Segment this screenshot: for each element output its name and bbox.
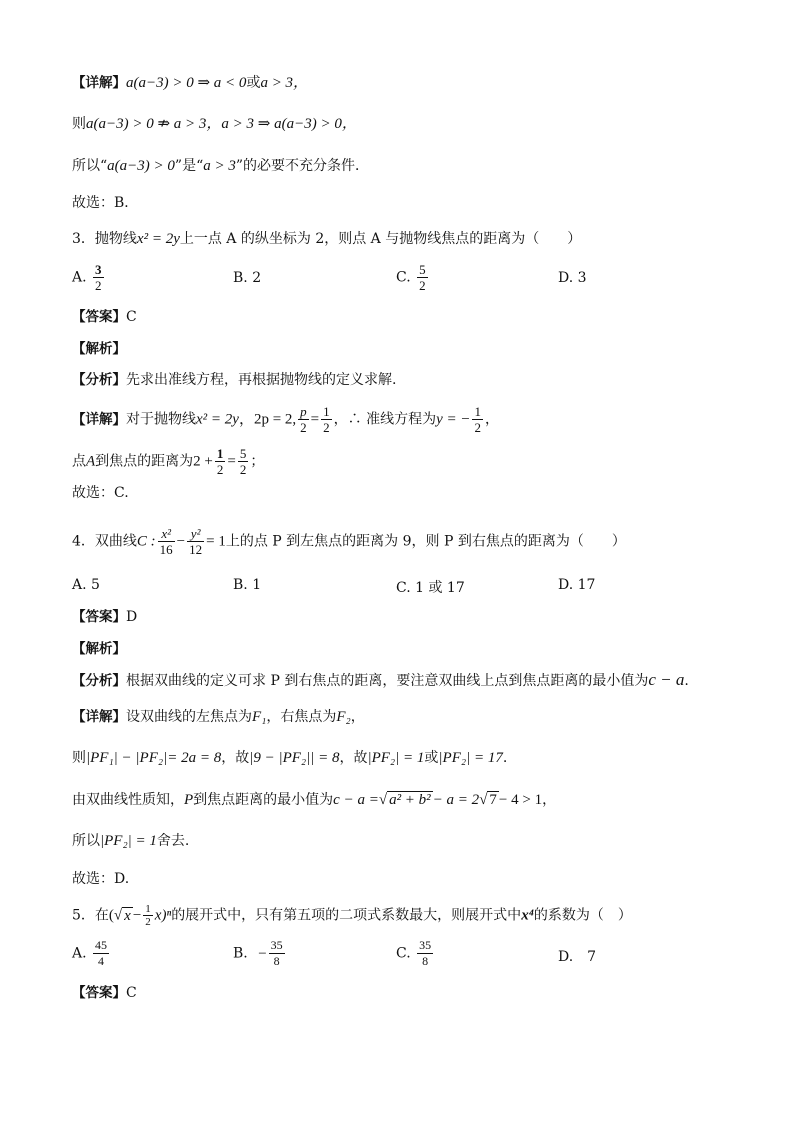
- q3-stem: [72, 228, 581, 250]
- q5-answer: [72, 982, 137, 1004]
- text: ；: [250, 453, 265, 470]
- denominator: 2: [323, 420, 330, 435]
- math-expr: a² + b²: [389, 792, 431, 808]
- q3-analysis: [72, 338, 126, 360]
- math-expr: |PF₂| = 1: [100, 833, 157, 849]
- q4-analysis: [72, 638, 126, 660]
- math-expr: c − a: [648, 670, 685, 689]
- numerator: 35: [270, 938, 283, 952]
- math-expr: −: [176, 533, 186, 550]
- math-expr: − a = 2: [432, 792, 480, 808]
- minus-sign: −: [258, 945, 267, 962]
- math-expr: 7: [489, 792, 497, 808]
- text: 到焦点的距离为: [95, 453, 194, 470]
- answer-value: C: [126, 309, 137, 325]
- math-expr: P: [184, 792, 194, 808]
- q4-option-b: B. 1: [233, 577, 262, 593]
- analysis-tag: 【 解析 】: [72, 341, 126, 357]
- text: ”的必要不充分条件．: [235, 158, 370, 174]
- answer-tag: 【 答案 】: [72, 985, 126, 1001]
- q4-choose: 故选：D.: [72, 871, 130, 887]
- option-label: C.: [396, 945, 411, 962]
- text: 所以“: [72, 158, 108, 174]
- prev-line-3: [72, 155, 369, 177]
- text: 对于抛物线: [126, 411, 196, 428]
- denominator: 12: [189, 542, 203, 557]
- q3-detail-2: [72, 446, 264, 477]
- denominator: 8: [273, 954, 280, 968]
- math-expr: F₂: [336, 709, 351, 725]
- q3-analyze: [72, 369, 396, 391]
- fraction: [215, 446, 226, 477]
- math-expr: =: [227, 453, 236, 470]
- fraction: [93, 938, 109, 969]
- option-label: A.: [72, 269, 87, 286]
- numerator: 1: [323, 404, 330, 419]
- denominator: 2: [300, 420, 307, 435]
- denominator: 8: [422, 954, 429, 968]
- detail-tag: 【 详解 】: [72, 412, 126, 428]
- math-expr: a(a−3) > 0: [107, 158, 175, 174]
- q4-detail-4: [72, 830, 189, 852]
- prev-line-2: [72, 113, 357, 135]
- option-label: B.: [233, 945, 248, 962]
- math-expr: y = −: [436, 411, 471, 428]
- text: 到焦点距离的最小值为: [193, 792, 334, 808]
- text: ，: [350, 709, 365, 725]
- text: ，故: [339, 750, 368, 766]
- answer-tag: 【 答案 】: [72, 309, 126, 325]
- math-expr: x² = 2y: [136, 231, 180, 247]
- q3-choose: 故选：C.: [72, 485, 129, 501]
- text: ，故: [221, 750, 250, 766]
- q3-answer: [72, 306, 137, 328]
- fraction: [158, 526, 175, 557]
- numerator: x²: [158, 526, 175, 542]
- math-expr: a > 3: [203, 158, 236, 174]
- numerator: 35: [419, 938, 432, 952]
- fraction: [238, 446, 249, 477]
- text: 由双曲线性质知，: [72, 792, 184, 808]
- text: ，: [484, 411, 499, 428]
- fraction: [472, 404, 483, 435]
- math-expr: ，2p = 2,: [238, 411, 297, 428]
- q5-option-b: [233, 938, 287, 969]
- math-expr: (: [108, 907, 114, 924]
- text: 则: [72, 750, 86, 766]
- math-expr: |PF₂| = 17: [438, 750, 503, 766]
- math-expr: x: [124, 907, 131, 924]
- q4-detail-2: [72, 747, 507, 769]
- fraction: [417, 262, 428, 293]
- sqrt-symbol: √: [378, 792, 388, 808]
- fraction: [298, 404, 309, 435]
- math-expr: x)ⁿ: [154, 907, 172, 924]
- denominator: 2: [419, 278, 426, 293]
- text: 4．双曲线: [72, 533, 137, 550]
- numerator: 3: [95, 262, 102, 277]
- text: 的展开式中，只有第五项的二项式系数最大，则展开式中: [171, 907, 522, 924]
- math-expr: −: [132, 907, 142, 924]
- q4-answer: [72, 606, 137, 628]
- numerator: 1: [216, 446, 224, 461]
- text: 点: [72, 453, 86, 470]
- q4-analyze: [72, 669, 689, 692]
- q3-option-b: B. 2: [233, 270, 262, 286]
- text: 或: [246, 75, 261, 91]
- math-expr: = 2a = 8: [167, 750, 222, 766]
- sqrt-symbol: √: [479, 792, 488, 808]
- q4-option-c: C. 1 或 17: [396, 580, 465, 596]
- q4-stem: [72, 526, 626, 557]
- answer-tag: 【 答案 】: [72, 609, 126, 625]
- q4-detail-3: [72, 789, 556, 811]
- denominator: 2: [216, 462, 224, 477]
- numerator: 1: [145, 903, 151, 915]
- math-expr: − 4 > 1: [498, 792, 543, 808]
- q4-option-d: D. 17: [558, 577, 596, 593]
- math-expr: a(a−3) > 0 ⇏ a > 3，a > 3 ⇒ a(a−3) > 0，: [86, 116, 357, 132]
- numerator: p: [300, 404, 307, 419]
- math-expr: |PF₁| − |PF₂|: [86, 750, 168, 766]
- denominator: 16: [159, 542, 173, 557]
- text: ，∴ 准线方程为: [333, 411, 437, 428]
- fraction: [417, 938, 433, 969]
- text: 的系数为（ ）: [533, 907, 632, 924]
- text: 或: [424, 750, 439, 766]
- numerator: 5: [239, 446, 247, 461]
- math-expr: a(a−3) > 0 ⇒ a < 0: [126, 75, 247, 91]
- text: .: [684, 673, 689, 689]
- math-expr: = 1: [206, 533, 226, 550]
- text: 设双曲线的左焦点为: [126, 709, 252, 725]
- text: 先求出准线方程，再根据抛物线的定义求解.: [126, 372, 397, 388]
- text: 所以: [72, 833, 100, 849]
- prev-choose: 故选：B．: [72, 195, 139, 211]
- fraction: [321, 404, 332, 435]
- answer-value: C: [126, 985, 137, 1001]
- denominator: 2: [145, 916, 151, 928]
- q3-detail-1: [72, 404, 499, 435]
- text: ，: [542, 792, 557, 808]
- option-label: A.: [72, 945, 87, 962]
- fraction: [187, 526, 204, 557]
- math-expr: c − a =: [333, 792, 379, 808]
- fraction: [143, 903, 153, 928]
- q4-option-a: A. 5: [72, 577, 100, 593]
- q5-option-d: D. 7: [558, 949, 597, 965]
- text: 舍去.: [156, 833, 190, 849]
- fraction: [93, 262, 104, 293]
- numerator: 5: [419, 262, 426, 277]
- q4-detail-1: [72, 706, 365, 728]
- denominator: 4: [98, 954, 105, 968]
- text: 上一点 A 的纵坐标为 2，则点 A 与抛物线焦点的距离为（ ）: [179, 231, 582, 247]
- option-label: C.: [396, 269, 411, 286]
- detail-tag: 【 详解 】: [72, 709, 126, 725]
- q5-stem: [72, 903, 632, 928]
- q5-option-a: [72, 938, 111, 969]
- fraction: [269, 938, 285, 969]
- math-expr: |PF₂| = 1: [367, 750, 425, 766]
- math-expr: C :: [136, 533, 156, 550]
- math-expr: A: [86, 453, 96, 470]
- analysis-tag: 【 解析 】: [72, 641, 126, 657]
- detail-tag: 【 详解 】: [72, 75, 126, 91]
- numerator: 45: [95, 938, 108, 952]
- analyze-tag: 【 分析 】: [72, 673, 126, 689]
- denominator: 2: [95, 278, 102, 293]
- numerator: 1: [474, 404, 481, 419]
- q3-option-a: [72, 262, 106, 293]
- analyze-tag: 【 分析 】: [72, 372, 126, 388]
- prev-detail-line: [72, 72, 308, 94]
- sqrt-symbol: √: [113, 907, 123, 924]
- text: ，右焦点为: [266, 709, 337, 725]
- denominator: 2: [474, 420, 481, 435]
- math-expr: 2 +: [193, 453, 213, 470]
- text: 上的点 P 到左焦点的距离为 9，则 P 到右焦点的距离为（ ）: [225, 533, 626, 550]
- q5-option-c: [396, 938, 435, 969]
- numerator: y²: [187, 526, 204, 542]
- text: 根据双曲线的定义可求 P 到右焦点的距离，要注意双曲线上点到焦点距离的最小值为: [126, 673, 649, 689]
- math-expr: a > 3，: [260, 75, 309, 91]
- text: ”是“: [174, 158, 204, 174]
- q3-option-d: D. 3: [558, 270, 587, 286]
- text: .: [502, 750, 508, 766]
- q3-option-c: [396, 262, 430, 293]
- denominator: 2: [239, 462, 247, 477]
- text: 5．在: [72, 907, 109, 924]
- answer-value: D: [126, 609, 138, 625]
- text: 则: [72, 116, 86, 132]
- text: 3．抛物线: [72, 231, 137, 247]
- math-expr: F₁: [252, 709, 267, 725]
- math-expr: |9 − |PF₂|| = 8: [249, 750, 340, 766]
- math-expr: x⁴: [521, 907, 534, 924]
- math-expr: =: [310, 411, 320, 428]
- math-expr: x² = 2y: [196, 411, 239, 428]
